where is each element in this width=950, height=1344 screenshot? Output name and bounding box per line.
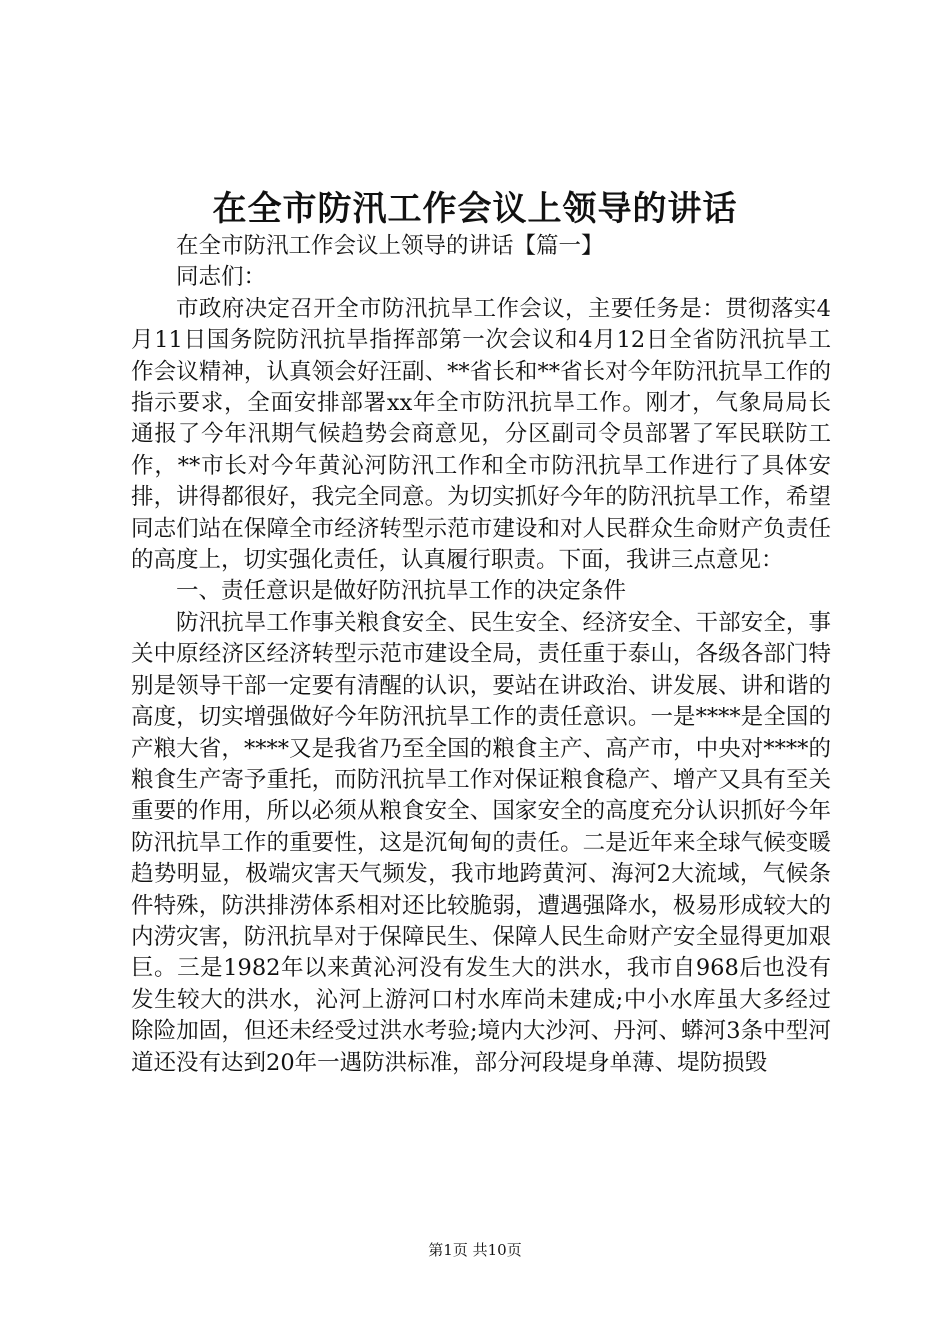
body-paragraph: 市政府决定召开全市防汛抗旱工作会议，主要任务是：贯彻落实4月11日国务院防汛抗旱指挥部第一次会议和4月12日全省防汛抗旱工作会议精神，认真领会好汪副、**省长和**省长对今年防汛抗旱工作的指示要求，全面安排部署xx年全市防汛抗旱工作。刚才，气象局局长通报了今年汛期气候趋势会商意见，分区副司令员部署了军民联防工作，**市长对今年黄沁河防汛工作和全市防汛抗旱工作进行了具体安排，讲得都很好，我完全同意。为切实抓好今年的防汛抗旱工作，希望同志们站在保障全市经济转型示范市建设和对人民群众生命财产负责任的高度上，切实强化责任，认真履行职责。下面，我讲三点意见： — [131, 295, 831, 574]
page-footer: 第1页 共10页 — [428, 1241, 522, 1259]
salutation: 同志们： — [176, 264, 267, 291]
subsection-heading: 一、责任意识是做好防汛抗旱工作的决定条件 — [176, 578, 627, 605]
document-body — [131, 231, 831, 1079]
section-heading: 在全市防汛工作会议上领导的讲话【篇一】 — [176, 233, 604, 259]
body-paragraph: 防汛抗旱工作事关粮食安全、民生安全、经济安全、干部安全，事关中原经济区经济转型示范市建设全局，责任重于泰山，各级各部门特别是领导干部一定要有清醒的认识，要站在讲政治、讲发展、讲和谐的高度，切实增强做好今年防汛抗旱工作的责任意识。一是****是全国的产粮大省，****又是我省乃至全国的粮食主产、高产市，中央对****的粮食生产寄予重托，而防汛抗旱工作对保证粮食稳产、增产又具有至关重要的作用，所以必须从粮食安全、国家安全的高度充分认识抓好今年防汛抗旱工作的重要性，这是沉甸甸的责任。二是近年来全球气候变暖趋势明显，极端灾害天气频发，我市地跨黄河、海河2大流域，气候条件特殊，防洪排涝体系相对还比较脆弱，遭遇强降水，极易形成较大的内涝灾害，防汛抗旱对于保障民生、保障人民生命财产安全显得更加艰巨。三是1982年以来黄沁河没有发生大的洪水，我市自968后也没有发生较大的洪水，沁河上游河口村水库尚未建成;中小水库虽大多经过除险加固，但还未经受过洪水考验;境内大沙河、丹河、蟒河3条中型河道还没有达到20年一遇防洪标准，部分河段堤身单薄、堤防损毁 — [131, 609, 831, 1076]
document-title: 在全市防汛工作会议上领导的讲话 — [212, 189, 738, 229]
